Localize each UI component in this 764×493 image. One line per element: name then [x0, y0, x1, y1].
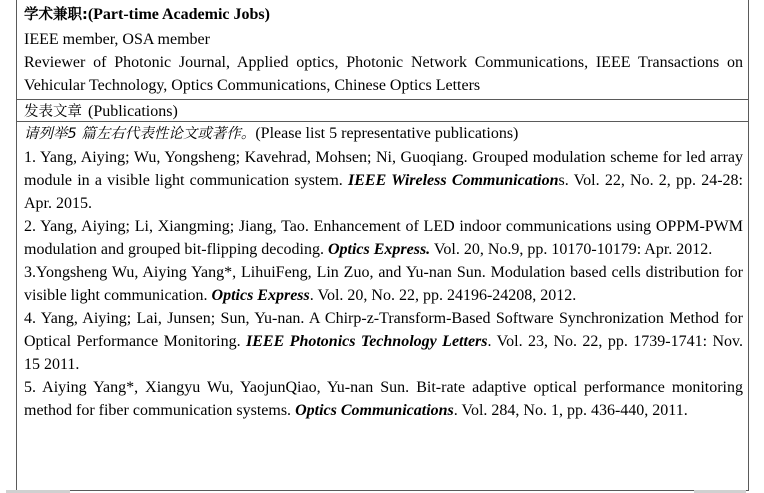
publications-heading-en: (Publications) [88, 103, 178, 120]
publication-details: Vol. 20, No.9, pp. 10170-10179: Apr. 2012. [430, 241, 713, 258]
jobs-title-en: (Part-time Academic Jobs) [87, 6, 270, 23]
publications-heading [24, 100, 743, 124]
publication-venue: IEEE Photonics Technology Letters [246, 333, 488, 350]
part-time-jobs-cell [17, 0, 748, 99]
publication-citation: 4. Yang, Aiying; Lai, Junsen; Sun, Yu-nan. A Chirp-z-Transform-Based Software Synchronization Method for Optical Performance Monitoring. [24, 310, 743, 350]
publication-details: . Vol. 23, No. 22, pp. 1739-1741: Nov. 15 2011. [24, 333, 744, 373]
jobs-title [24, 0, 743, 28]
publication-venue: IEEE Wireless Communication [348, 172, 559, 189]
publication-venue: Optics Express. [327, 241, 431, 258]
document-table [16, 0, 749, 491]
publication-citation: 3.Yongsheng Wu, Aiying Yang*, LihuiFeng, Lin Zuo, and Yu-nan Sun. Modulation based cells distribution for visible light communication. [24, 264, 743, 304]
publication-item [24, 307, 743, 376]
publications-heading-cell [17, 99, 748, 122]
instruction-cn: 请列举5 篇左右代表性论文或著作。 [24, 126, 256, 142]
publication-citation: 1. Yang, Aiying; Wu, Yongsheng; Kavehrad, Mohsen; Ni, Guoqiang. Grouped modulation scheme for led array module in a visible light communication system. [24, 149, 743, 189]
publication-citation: 5. Aiying Yang*, Xiangyu Wu, YaojunQiao, Yu-nan Sun. Bit-rate adaptive optical performance monitoring method for fiber communication systems. [24, 379, 743, 419]
reviewer-text: Reviewer of Photonic Journal, Applied optics, Photonic Network Communications, IEEE Transactions on Vehicular Technology, Optics Communications, Chinese Optics Letters [24, 54, 743, 94]
publication-details: . Vol. 20, No. 22, pp. 24196-24208, 2012. [309, 287, 577, 304]
publication-details: s. Vol. 22, No. 2, pp. 24-28: Apr. 2015. [24, 172, 744, 212]
jobs-title-cn: 学术兼职: [24, 7, 88, 23]
publication-item [24, 376, 743, 422]
instruction-en: (Please list 5 representative publications) [255, 125, 519, 142]
publication-venue: Optics Communications [295, 402, 454, 419]
publication-item [24, 215, 743, 261]
membership-text: IEEE member, OSA member [24, 31, 210, 48]
publications-cell [17, 122, 748, 489]
publications-heading-cn: 发表文章 [24, 104, 82, 120]
publication-venue: Optics Express [211, 287, 310, 304]
publication-item [24, 146, 743, 215]
publication-citation: 2. Yang, Aiying; Li, Xiangming; Jiang, Tao. Enhancement of LED indoor communications using OPPM-PWM modulation and grouped bit-flipping decoding. [24, 218, 743, 258]
publication-details: . Vol. 284, No. 1, pp. 436-440, 2011. [453, 402, 688, 419]
publication-item [24, 261, 743, 307]
publications-instruction [24, 122, 743, 146]
